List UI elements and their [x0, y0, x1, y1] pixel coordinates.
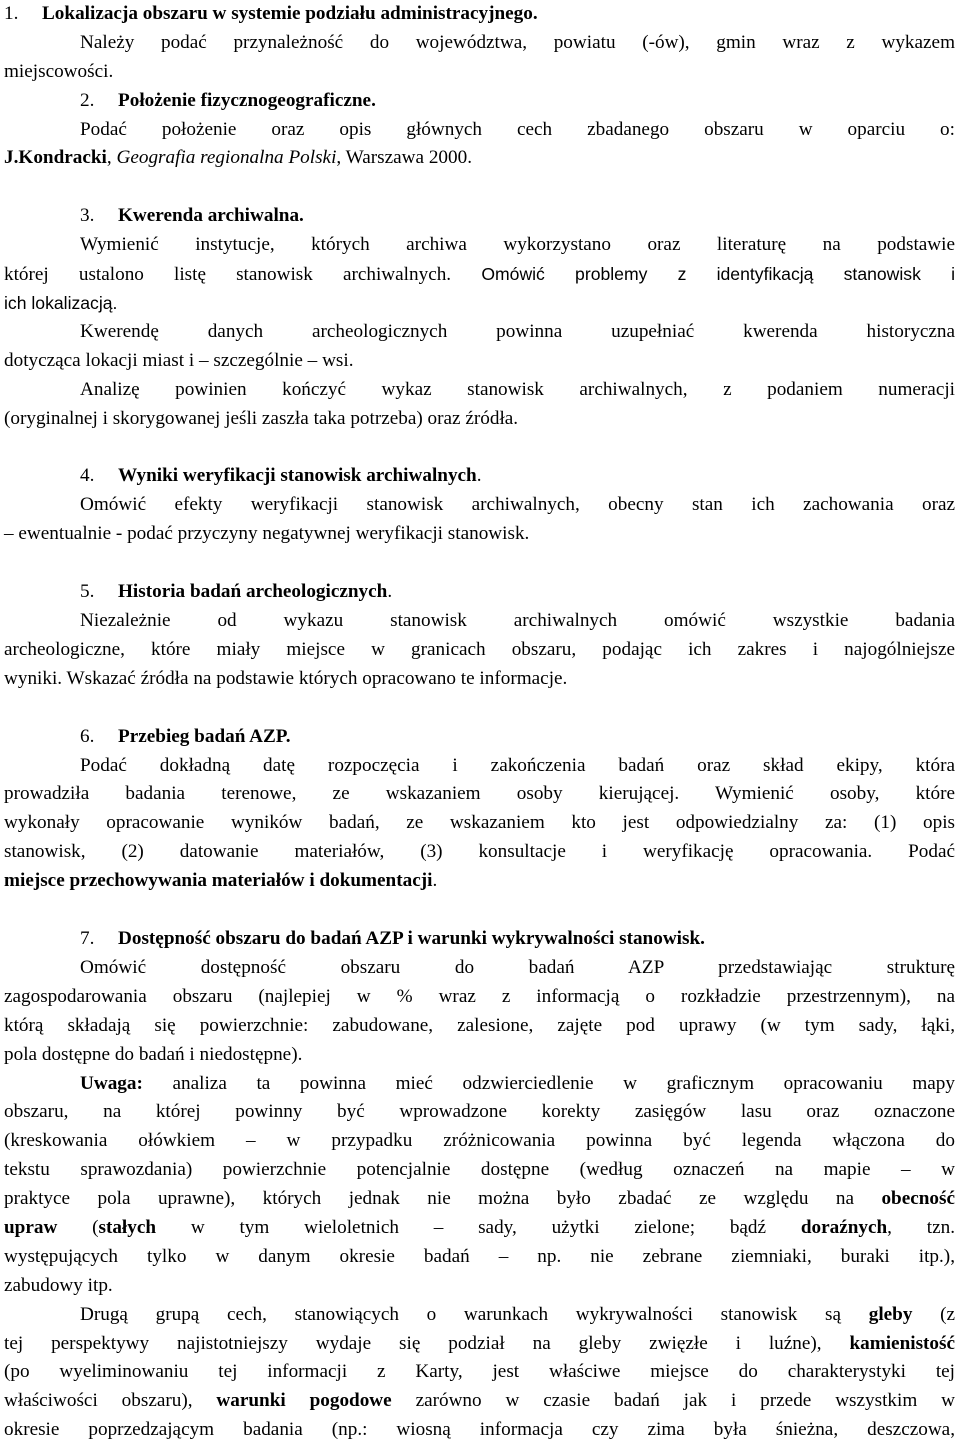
paragraph-line	[4, 1214, 955, 1243]
paragraph-line	[4, 144, 955, 173]
text-span: tej perspektywy najistotniejszy wydaje się podział na gleby zwięzłe i luźne),	[4, 1332, 850, 1354]
paragraph-line: wykonały opracowanie wyników badań, ze wskazaniem kto jest odpowiedzialny za: (1) opis	[4, 812, 955, 834]
text-span: , tzn.	[887, 1216, 955, 1238]
paragraph-line: archeologiczne, które miały miejsce w granicach obszaru, podając ich zakres i najogólniejsze	[4, 638, 955, 660]
section-title: Historia badań archeologicznych	[118, 581, 388, 603]
paragraph-line: Omówić efekty weryfikacji stanowisk archiwalnych, obecny stan ich zachowania oraz	[80, 494, 955, 516]
paragraph-line: (kreskowania ołówkiem – w przypadku zróżnicowania powinna być legenda włączona do	[4, 1130, 955, 1152]
note-label: Uwaga:	[80, 1072, 143, 1094]
paragraph-line: ich lokalizacją.	[4, 293, 118, 314]
section-number: 1.	[4, 3, 19, 24]
text-span: w tym wieloletnich – sady, użytki zielone; bądź	[156, 1216, 801, 1238]
emphasis-text: doraźnych	[800, 1216, 888, 1238]
text-span: której ustalono listę stanowisk archiwalnych.	[4, 264, 452, 286]
paragraph-line	[4, 1387, 955, 1416]
text-span: właściwości obszaru),	[4, 1390, 217, 1412]
paragraph-line: prowadziła badania terenowe, ze wskazaniem osoby kierującej. Wymienić osoby, które	[4, 783, 955, 805]
emphasis-text: upraw	[4, 1216, 58, 1238]
book-title: Geografia regionalna Polski	[116, 147, 337, 169]
paragraph-line: Podać położenie oraz opis głównych cech zbadanego obszaru w oparciu o:	[80, 118, 955, 140]
paragraph-line: (oryginalnej i skorygowanej jeśli zaszła taka potrzeba) oraz źródła.	[4, 407, 519, 429]
text-span: analiza ta powinna mieć odzwierciedlenie w graficznym opracowaniu mapy	[142, 1072, 955, 1094]
paragraph-line: Wymienić instytucje, których archiwa wykorzystano oraz literaturę na podstawie	[80, 234, 955, 256]
paragraph-line: okresie poprzedzającym badania (np.: wiosną informacja czy zima była śnieżna, deszczowa,	[4, 1419, 955, 1441]
paragraph-line: wyniki. Wskazać źródła na podstawie których opracowano te informacje.	[4, 667, 568, 689]
author-name: J.Kondracki	[4, 147, 107, 169]
text-span: zarówno w czasie badań jak i przede wszystkim w	[391, 1390, 956, 1412]
paragraph-line: Omówić dostępność obszaru do badań AZP przedstawiając strukturę	[80, 956, 955, 978]
paragraph-line: zagospodarowania obszaru (najlepiej w % wraz z informacją o rozkładzie przestrzennym), na	[4, 985, 955, 1007]
section-title: Przebieg badań AZP.	[118, 725, 291, 747]
section-number: 5.	[80, 581, 95, 603]
text-span: Omówić problemy z identyfikacją stanowisk i	[451, 264, 955, 285]
text-span: (	[57, 1216, 99, 1238]
paragraph-line: dotycząca lokacji miast i – szczególnie – wsi.	[4, 349, 354, 371]
section-2-heading	[4, 87, 955, 116]
section-5-heading	[4, 578, 955, 607]
paragraph-line: Niezależnie od wykazu stanowisk archiwalnych omówić wszystkie badania	[80, 610, 955, 632]
section-1-heading	[4, 0, 955, 29]
emphasis-text: obecność	[881, 1188, 955, 1210]
paragraph-line: Podać dokładną datę rozpoczęcia i zakończenia badań oraz skład ekipy, która	[80, 754, 955, 776]
paragraph-line: Należy podać przynależność do województwa, powiatu (-ów), gmin wraz z wykazem	[80, 31, 955, 53]
section-7-heading	[4, 925, 955, 954]
section-number: 3.	[80, 205, 95, 227]
title-dot: .	[387, 581, 393, 603]
emphasis-text: warunki pogodowe	[216, 1390, 392, 1412]
paragraph-line: zabudowy itp.	[4, 1274, 113, 1296]
text-span: Drugą grupą cech, stanowiących o warunkach wykrywalności stanowisk są	[80, 1303, 869, 1325]
paragraph-line: stanowisk, (2) datowanie materiałów, (3) konsultacje i weryfikację opracowania. Podać	[4, 841, 955, 863]
title-dot: .	[476, 465, 482, 487]
paragraph-line	[4, 1185, 955, 1214]
paragraph-line	[4, 1330, 955, 1359]
paragraph-line: (po wyeliminowaniu tej informacji z Karty, jest właściwe miejsce do charakterystyki tej	[4, 1361, 955, 1383]
paragraph-line: występujących tylko w danym okresie badań – np. nie zebrane ziemniaki, buraki itp.),	[4, 1245, 955, 1267]
text-span: (z	[912, 1303, 956, 1325]
paragraph-line: Analizę powinien kończyć wykaz stanowisk archiwalnych, z podaniem numeracji	[80, 378, 955, 400]
paragraph-line: pola dostępne do badań i niedostępne).	[4, 1043, 303, 1065]
paragraph-line	[4, 1301, 955, 1330]
paragraph-line: – ewentualnie - podać przyczyny negatywnej weryfikacji stanowisk.	[4, 523, 530, 545]
section-title: Lokalizacja obszaru w systemie podziału administracyjnego.	[42, 3, 538, 24]
section-6-heading	[4, 723, 955, 752]
text-span: .	[432, 870, 438, 892]
paragraph-line: którą składają się powierzchnie: zabudowane, zalesione, zajęte pod uprawy (w tym sady, łąki,	[4, 1014, 955, 1036]
separator: ,	[106, 147, 117, 169]
publication-info: , Warszawa 2000.	[336, 147, 472, 169]
emphasis-text: kamienistość	[849, 1332, 955, 1354]
section-title: Wyniki weryfikacji stanowisk archiwalnych	[118, 465, 477, 487]
paragraph-line	[4, 867, 955, 896]
section-title: Kwerenda archiwalna.	[118, 205, 304, 227]
emphasis-text: stałych	[98, 1216, 157, 1238]
paragraph-line: tekstu sprawozdania) powierzchnie potencjalnie dostępne (według oznaczeń na mapie – w	[4, 1159, 955, 1181]
paragraph-line: miejscowości.	[4, 60, 114, 82]
section-title: Położenie fizycznogeograficzne.	[118, 89, 376, 111]
section-number: 6.	[80, 725, 95, 747]
section-number: 4.	[80, 465, 95, 487]
section-title: Dostępność obszaru do badań AZP i warunki wykrywalności stanowisk.	[118, 928, 705, 950]
emphasis-text: miejsce przechowywania materiałów i dokumentacji	[4, 870, 433, 892]
text-span: praktyce pola uprawne), których jednak nie można było zbadać ze względu na	[4, 1188, 882, 1210]
section-number: 2.	[80, 89, 95, 111]
section-4-heading	[4, 462, 955, 491]
emphasis-text: gleby	[868, 1303, 913, 1325]
section-3-heading	[4, 202, 955, 231]
paragraph-line	[4, 260, 955, 289]
paragraph-line: obszaru, na której powinny być wprowadzone korekty zasięgów lasu oraz oznaczone	[4, 1101, 955, 1123]
paragraph-line: Kwerendę danych archeologicznych powinna uzupełniać kwerenda historyczna	[80, 320, 955, 342]
note-line	[4, 1070, 955, 1099]
section-number: 7.	[80, 928, 95, 950]
